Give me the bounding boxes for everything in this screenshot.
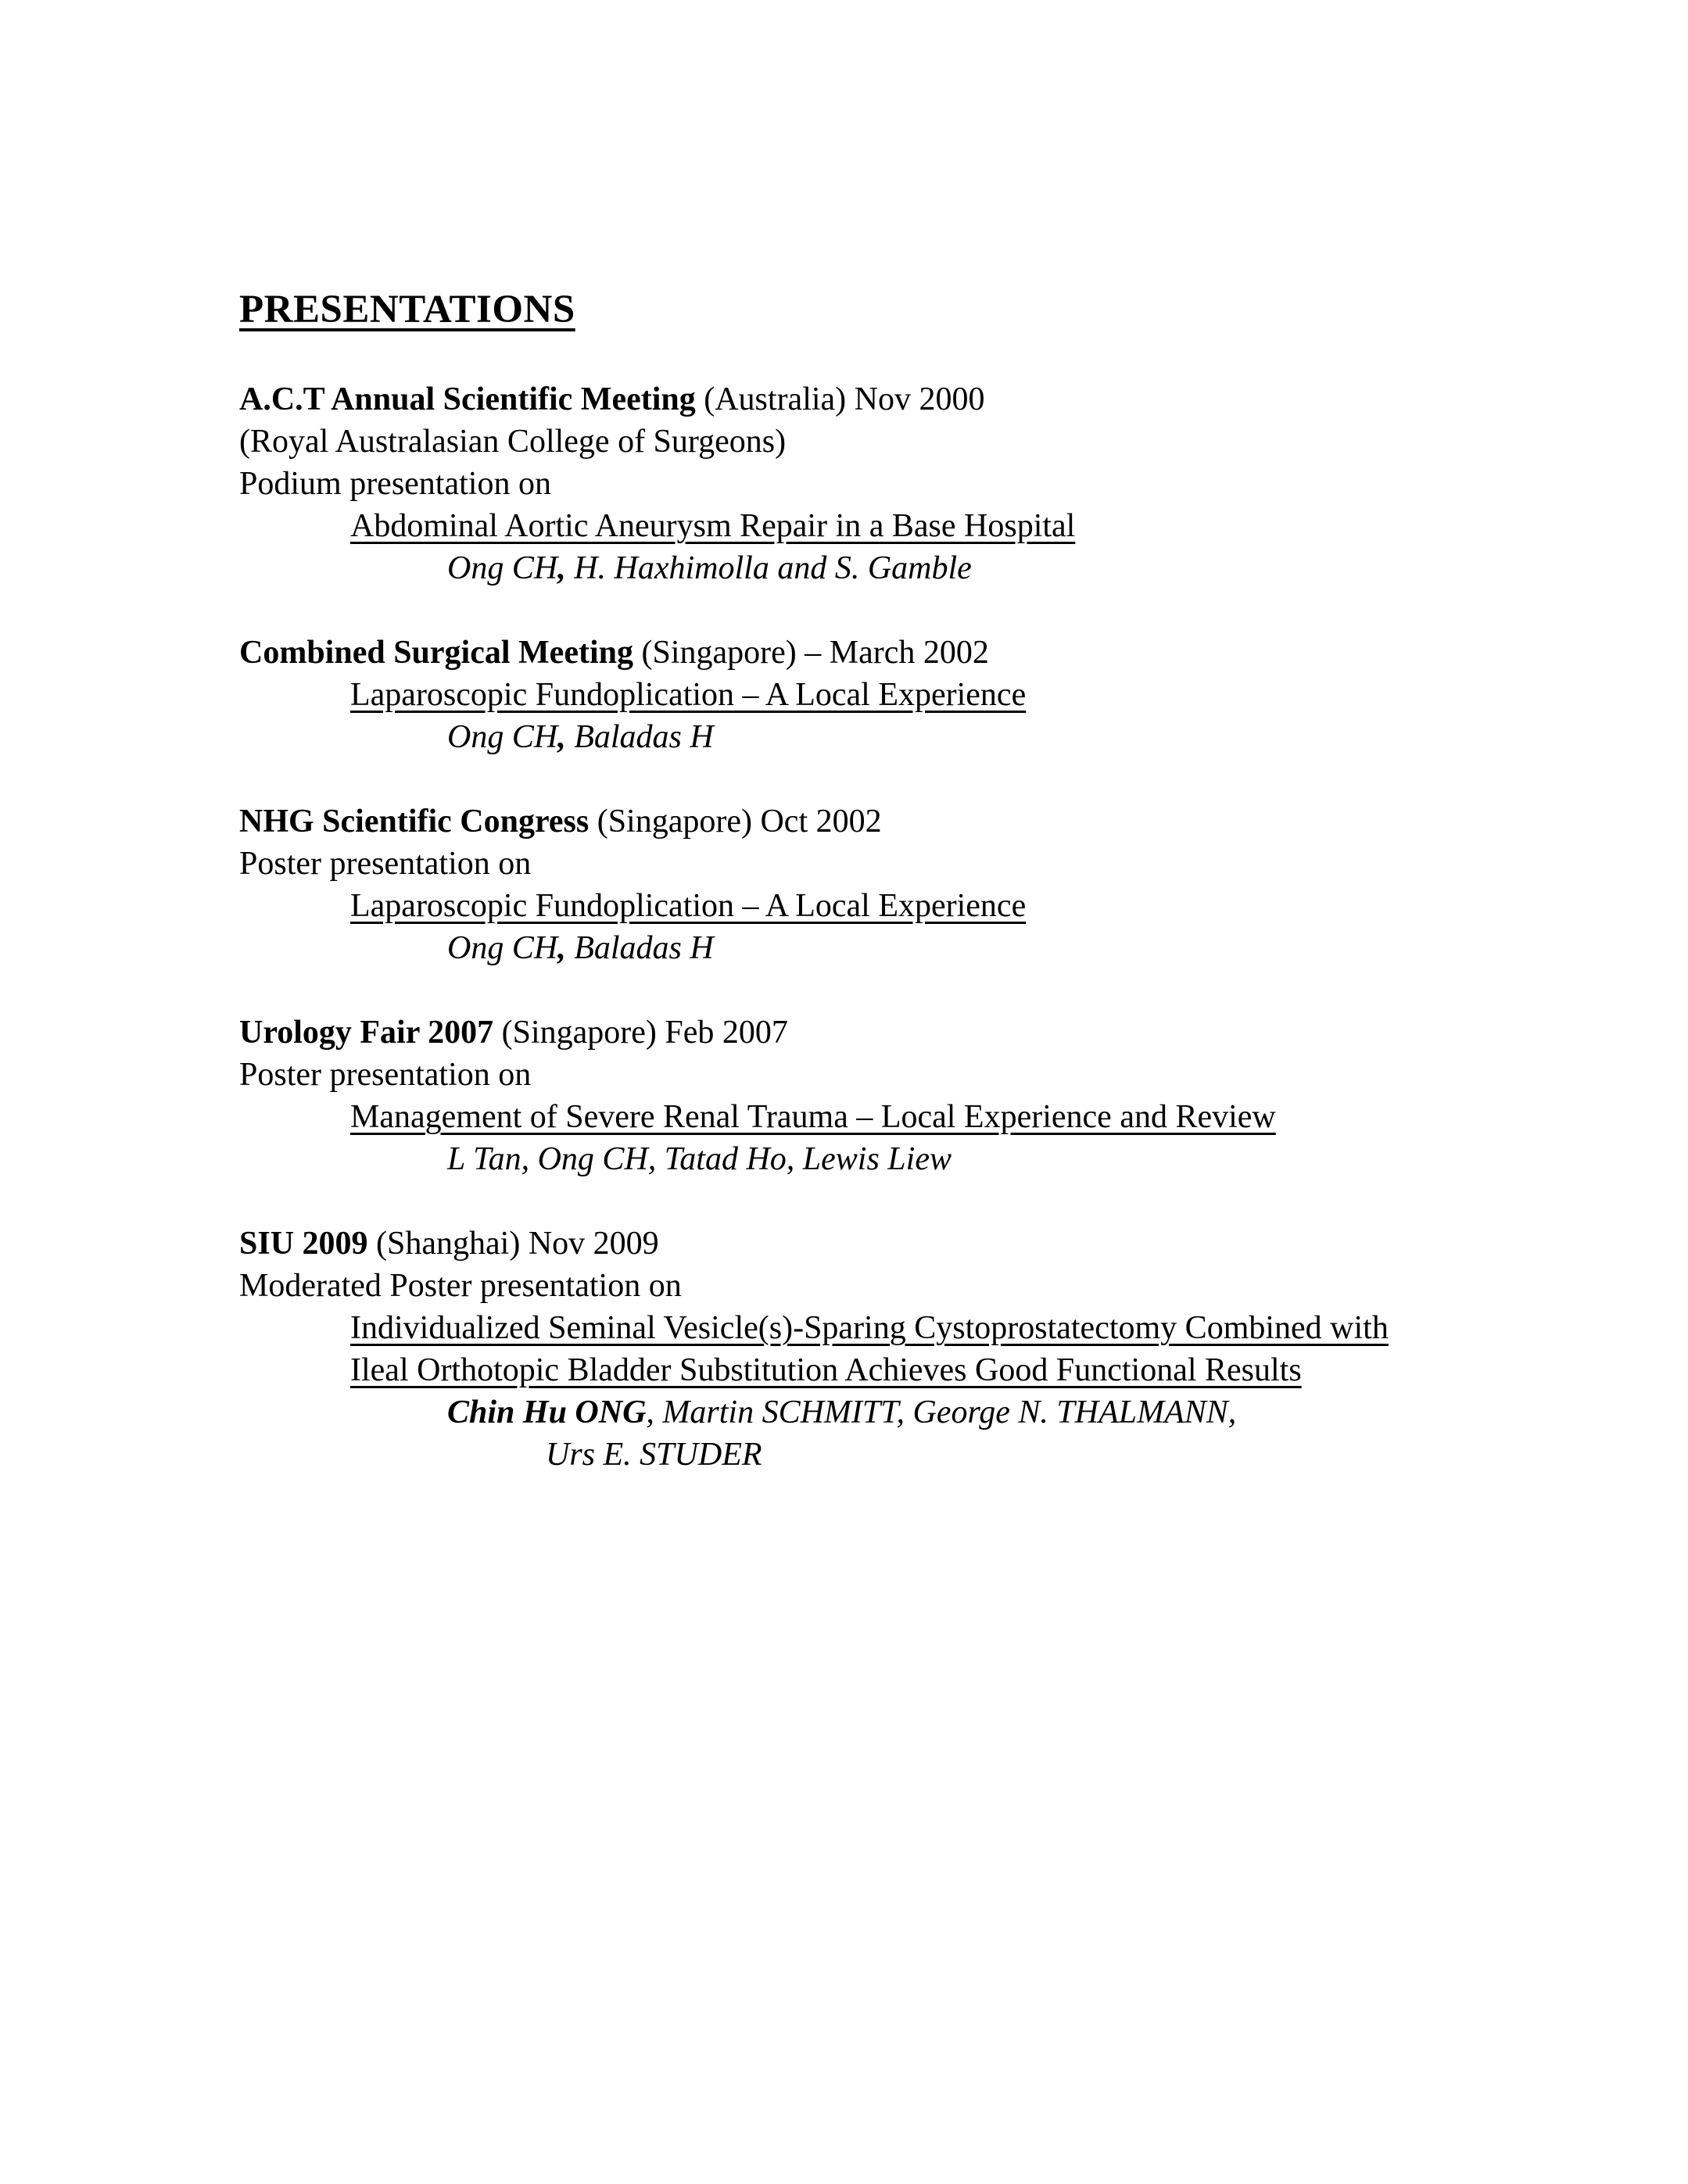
entry-title-underlined: Laparoscopic Fundoplication – A Local Experience [350,677,1027,713]
entry-venue-date: (Singapore) Oct 2002 [597,804,882,840]
entry-name: NHG Scientific Congress [239,804,590,840]
entry-heading [239,1223,1453,1265]
entry-title-line [239,885,1453,927]
author-segment: Urs E. STUDER [546,1437,762,1473]
author-segment: Baladas H [565,719,714,755]
author-segment: , [557,550,566,586]
entry-venue-date: (Australia) Nov 2000 [704,381,985,417]
entry-title-line [239,505,1453,547]
entry-title-underlined: Laparoscopic Fundoplication – A Local Experience [350,888,1027,924]
entry-venue-date: (Singapore) Feb 2007 [501,1015,788,1051]
entry-venue-date: (Singapore) – March 2002 [641,635,989,671]
entry-name: Urology Fair 2007 [239,1015,494,1051]
presentation-entry [239,378,1453,589]
entry-title-line [239,1096,1453,1138]
presentations-list [239,378,1453,1476]
author-segment: Baladas H [565,930,714,966]
entry-title-line [239,674,1453,716]
author-segment: L Tan, Ong CH, Tatad Ho, Lewis Liew [447,1141,952,1177]
entry-heading [239,378,1453,421]
entry-subline: (Royal Australasian College of Surgeons) [239,424,787,460]
entry-name: Combined Surgical Meeting [239,635,633,671]
author-segment: Ong CH [447,719,558,755]
entry-authors-line [239,1391,1453,1434]
presentation-entry [239,632,1453,758]
author-segment: H. Haxhimolla and S. Gamble [565,550,972,586]
entry-authors-line [239,547,1453,589]
entry-heading [239,800,1453,843]
presentation-entry [239,800,1453,969]
section-title: PRESENTATIONS [239,288,575,331]
entry-subline: Moderated Poster presentation on [239,1268,682,1304]
entry-title-line [239,1349,1453,1391]
author-segment: , Martin SCHMITT, George N. THALMANN, [646,1395,1237,1430]
presentation-entry [239,1223,1453,1476]
entry-subline: Poster presentation on [239,846,532,882]
entry-subline: Podium presentation on [239,466,551,502]
entry-subline: Poster presentation on [239,1057,532,1093]
entry-authors-line [239,927,1453,969]
entry-authors-line [239,1138,1453,1180]
entry-title-underlined: Ileal Orthotopic Bladder Substitution Achieves Good Functional Results [350,1352,1302,1388]
author-segment: , [557,719,566,755]
entry-authors-line [239,716,1453,758]
entry-title-underlined: Management of Severe Renal Trauma – Local Experience and Review [350,1099,1276,1135]
entry-name: A.C.T Annual Scientific Meeting [239,381,696,417]
entry-heading [239,632,1453,674]
entry-venue-date: (Shanghai) Nov 2009 [376,1226,659,1262]
entry-name: SIU 2009 [239,1226,368,1262]
entry-title-underlined: Abdominal Aortic Aneurysm Repair in a Base Hospital [350,508,1076,544]
title-row [239,286,1453,333]
presentation-entry [239,1011,1453,1180]
entry-heading [239,1011,1453,1054]
author-segment: Ong CH [447,930,558,966]
entry-title-underlined: Individualized Seminal Vesicle(s)-Sparing Cystoprostatectomy Combined with [350,1310,1389,1346]
entry-authors-line [239,1434,1453,1476]
entry-title-line [239,1307,1453,1349]
author-segment: , [557,930,566,966]
author-segment: Chin Hu ONG [447,1395,647,1430]
author-segment: Ong CH [447,550,558,586]
